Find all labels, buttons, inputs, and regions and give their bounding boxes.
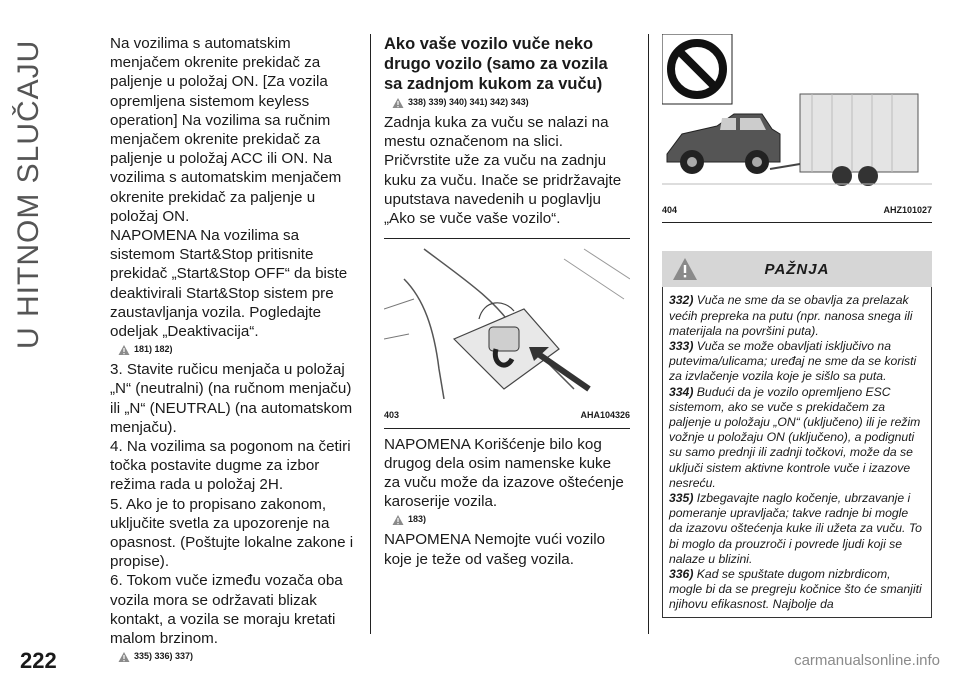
chapter-side-title: U HITNOM SLUČAJU (12, 40, 45, 350)
warning-references (118, 343, 358, 356)
warning-item-332: 332) Vuča ne sme da se obavlja za prelazak većih prepreka na putu (npr. nanosa snega ili materijala na površini puta). (669, 293, 913, 338)
warning-header (662, 251, 932, 287)
section-heading: Ako vaše vozilo vuče neko drugo vozilo (samo za vozila sa zadnjom kukom za vuču) (384, 35, 608, 93)
warning-item-336: 336) Kad se spuštate dugom nizbrdicom, mogle bi da se pregreju kočnice što će smanjiti njihovu efikasnost. Najbolje da (669, 567, 922, 612)
reference-numbers: 181) 182) (134, 344, 173, 355)
text-column-3 (662, 34, 932, 618)
column-divider (648, 34, 649, 634)
warning-item-333: 333) Vuča se može obavljati isključivo na putevima/ulicama; uređaj ne sme da se koristi za izvlačenje vozila koje je sišlo sa puta. (669, 339, 917, 384)
warning-references (392, 513, 630, 526)
figure-number: 403 (384, 410, 400, 421)
rear-towing-hook-illustration (384, 239, 630, 399)
warning-title: PAŽNJA (764, 260, 830, 278)
figure-number: 404 (662, 205, 678, 216)
reference-numbers: 338) 339) 340) 341) 342) 343) (408, 97, 529, 107)
warning-item-334: 334) Budući da je vozilo opremljeno ESC sistemom, ako se vuče s prekidačem za paljenje u položaju „ON“ (uključeno) ili je režim vožnje u položaju ON (uključeno), a podignuti su samo prednji ili zadnji točkovi, može da se uključi sistem aktivne kontrole vuče i izazove nesreću. (669, 384, 921, 490)
warning-item-335: 335) Izbegavajte naglo kočenje, ubrzavanje i pomeranje upravljača; takve radnje bi mogle da izazovu oštećenja kuke ili užeta za vuču. To bi moglo da prouzroči i povrede ljudi koji se nalaze u blizini. (669, 491, 922, 566)
page-number: 222 (20, 648, 57, 673)
paragraph: Na vozilima s automatskim menjačem okrenite prekidač za paljenje u položaj ON. [Za vozila opremljena sistemom keyless operation] Na vozilima sa ručnim menjačem okrenite prekidač za paljenje u položaj ACC ili ON. Na vozilima s automatskim menjačem okrenite prekidač za paljenje u položaj ON. (110, 35, 342, 225)
step-6: 6. Tokom vuče između vozača oba vozila mora se održavati blizak kontakt, a vozila se moraju kretati malom brzinom. (110, 572, 343, 648)
figure-403 (384, 238, 630, 428)
text-column-1 (110, 34, 358, 667)
note-paragraph: NAPOMENA Na vozilima sa sistemom Start&Stop pritisnite prekidač „Start&Stop OFF“ da biste deaktivirali Start&Stop sistem pre zaustavljanja vozila. Pogledajte odeljak „Deaktivacija“. (110, 227, 348, 341)
watermark: carmanualsonline.info (794, 652, 940, 669)
text-column-2 (384, 34, 630, 569)
step-5: 5. Ako je to propisano zakonom, uključite svetla za upozorenje na opasnost. (Poštujte lokalne zakone i propise). (110, 495, 354, 571)
no-towing-trailer-illustration (662, 34, 932, 194)
step-3: 3. Stavite ručicu menjača u položaj „N“ (neutralni) (na ručnom menjaču) ili „N“ (NEUTRAL) (na automatskom menjaču). (110, 361, 353, 436)
warning-triangle-icon (672, 256, 698, 282)
paragraph: Zadnja kuka za vuču se nalazi na mestu označenom na slici. Pričvrstite uže za vuču na zadnju kuku za vuču. Inače se pridržavajte uputstava navedenih u poglavlju „Ako se vuče vaše vozilo“. (384, 114, 622, 228)
figure-code: AHA104326 (580, 410, 630, 421)
warning-triangle-icon (118, 344, 130, 356)
warning-triangle-icon (392, 97, 404, 109)
note-paragraph: NAPOMENA Nemojte vući vozilo koje je teže od vašeg vozila. (384, 531, 606, 568)
reference-numbers: 183) (408, 514, 427, 525)
warning-triangle-icon (118, 651, 130, 663)
note-paragraph: NAPOMENA Korišćenje bilo kog drugog dela osim namenske kuke za vuču može da izazove oštećenje karoserije vozila. (384, 435, 624, 511)
reference-numbers: 335) 336) 337) (134, 651, 194, 662)
step-4: 4. Na vozilima sa pogonom na četiri točka postavite dugme za izbor režima rada u položaj 2H. (110, 438, 351, 494)
warning-triangle-icon (392, 514, 404, 526)
warning-box (662, 287, 932, 617)
figure-code: AHZ101027 (883, 205, 932, 216)
column-divider (370, 34, 371, 634)
warning-references (392, 96, 630, 109)
figure-404 (662, 34, 932, 223)
warning-references (118, 650, 358, 663)
